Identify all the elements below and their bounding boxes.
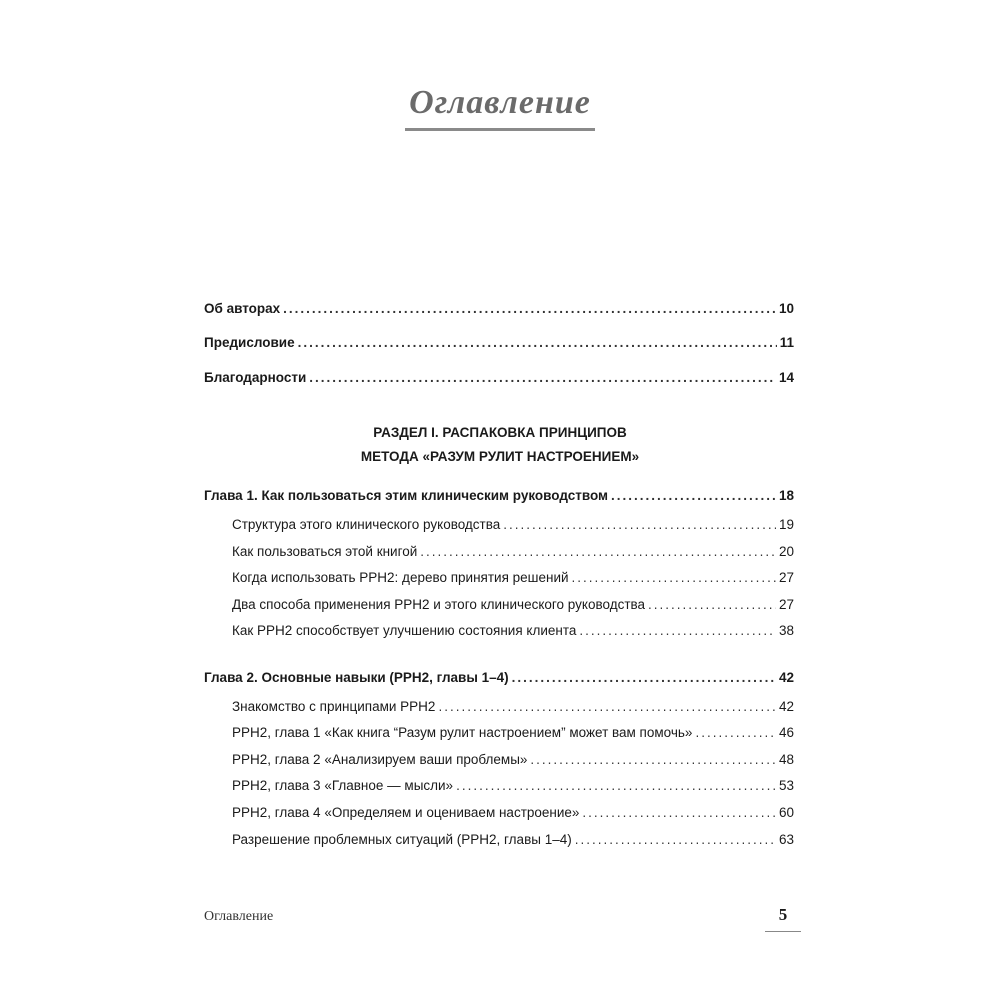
running-footer-title: Оглавление: [204, 909, 274, 924]
section-heading-line-2: МЕТОДА «РАЗУМ РУЛИТ НАСТРОЕНИЕМ»: [360, 449, 640, 464]
toc-entry-label: РРН2, глава 1 «Как книга “Разум рулит настроением” может вам помочь»: [232, 725, 693, 740]
toc-page-number: 11: [779, 335, 794, 350]
dot-leader: [283, 300, 776, 318]
toc-entry-about-authors[interactable]: [204, 300, 794, 318]
toc-subentry[interactable]: [232, 622, 794, 640]
dot-leader: [575, 831, 776, 849]
toc-entry-label: Благодарности: [204, 370, 307, 385]
dot-leader: [582, 804, 776, 822]
toc-entry-label: Как РРН2 способствует улучшению состояния клиента: [232, 623, 577, 638]
toc-entry-label: Когда использовать РРН2: дерево принятия решений: [232, 570, 569, 585]
toc-page-number: 53: [778, 778, 794, 793]
toc-entry-label: Предисловие: [204, 335, 295, 350]
toc-chapter-1[interactable]: [204, 487, 794, 505]
toc-subentry[interactable]: [232, 804, 794, 822]
toc-page-number: 27: [778, 597, 794, 612]
dot-leader: [420, 543, 776, 561]
toc-entry-label: Знакомство с принципами РРН2: [232, 699, 436, 714]
toc-subentry[interactable]: [232, 831, 794, 849]
toc-page-number: 14: [778, 370, 794, 385]
section-heading-line-1: РАЗДЕЛ I. РАСПАКОВКА ПРИНЦИПОВ: [373, 425, 627, 440]
page-title-block: [0, 84, 1000, 131]
toc-page-number: 46: [778, 725, 794, 740]
dot-leader: [572, 569, 776, 587]
toc-page-number: 48: [778, 752, 794, 767]
toc-entry-label: РРН2, глава 4 «Определяем и оцениваем настроение»: [232, 805, 580, 820]
toc-page-number: 19: [778, 517, 794, 532]
dot-leader: [309, 369, 776, 387]
dot-leader: [438, 698, 776, 716]
toc-subentry[interactable]: [232, 777, 794, 795]
dot-leader: [611, 487, 776, 505]
toc-page-number: 42: [778, 670, 794, 685]
dot-leader: [298, 334, 777, 352]
toc-page-number: 38: [778, 623, 794, 638]
dot-leader: [579, 622, 776, 640]
toc-subentry[interactable]: [232, 569, 794, 587]
toc-page-number: 60: [778, 805, 794, 820]
toc-entry-label: Глава 1. Как пользоваться этим клиническим руководством: [204, 488, 609, 503]
toc-entry-label: Об авторах: [204, 301, 281, 316]
toc-subentry[interactable]: [232, 751, 794, 769]
dot-leader: [695, 724, 776, 742]
toc-subentry[interactable]: [232, 543, 794, 561]
toc-page-number: 42: [778, 699, 794, 714]
page-title: Оглавление: [405, 84, 595, 131]
toc-entry-label: РРН2, глава 3 «Главное — мысли»: [232, 778, 454, 793]
toc-entry-label: Как пользоваться этой книгой: [232, 544, 418, 559]
toc-entry-label: Разрешение проблемных ситуаций (РРН2, главы 1–4): [232, 832, 572, 847]
toc-subentry[interactable]: [232, 516, 794, 534]
toc-chapter-2[interactable]: [204, 669, 794, 687]
dot-leader: [648, 596, 776, 614]
toc-entry-acknowledgements[interactable]: [204, 369, 794, 387]
toc-entry-label: Два способа применения РРН2 и этого клинического руководства: [232, 597, 646, 612]
dot-leader: [530, 751, 776, 769]
dot-leader: [503, 516, 776, 534]
toc-entry-preface[interactable]: [204, 334, 794, 352]
toc-entry-label: Структура этого клинического руководства: [232, 517, 501, 532]
toc-subentry[interactable]: [232, 724, 794, 742]
toc-page-number: 10: [778, 301, 794, 316]
toc-page-number: 20: [778, 544, 794, 559]
toc-subentry[interactable]: [232, 596, 794, 614]
toc-page-number: 27: [778, 570, 794, 585]
toc-subentry[interactable]: [232, 698, 794, 716]
toc-entry-label: Глава 2. Основные навыки (РРН2, главы 1–4): [204, 670, 509, 685]
page-number: 5: [765, 905, 801, 932]
toc-page-number: 63: [778, 832, 794, 847]
section-heading: [0, 421, 1000, 469]
dot-leader: [512, 669, 776, 687]
dot-leader: [456, 777, 776, 795]
toc-entry-label: РРН2, глава 2 «Анализируем ваши проблемы»: [232, 752, 528, 767]
toc-page-number: 18: [778, 488, 794, 503]
